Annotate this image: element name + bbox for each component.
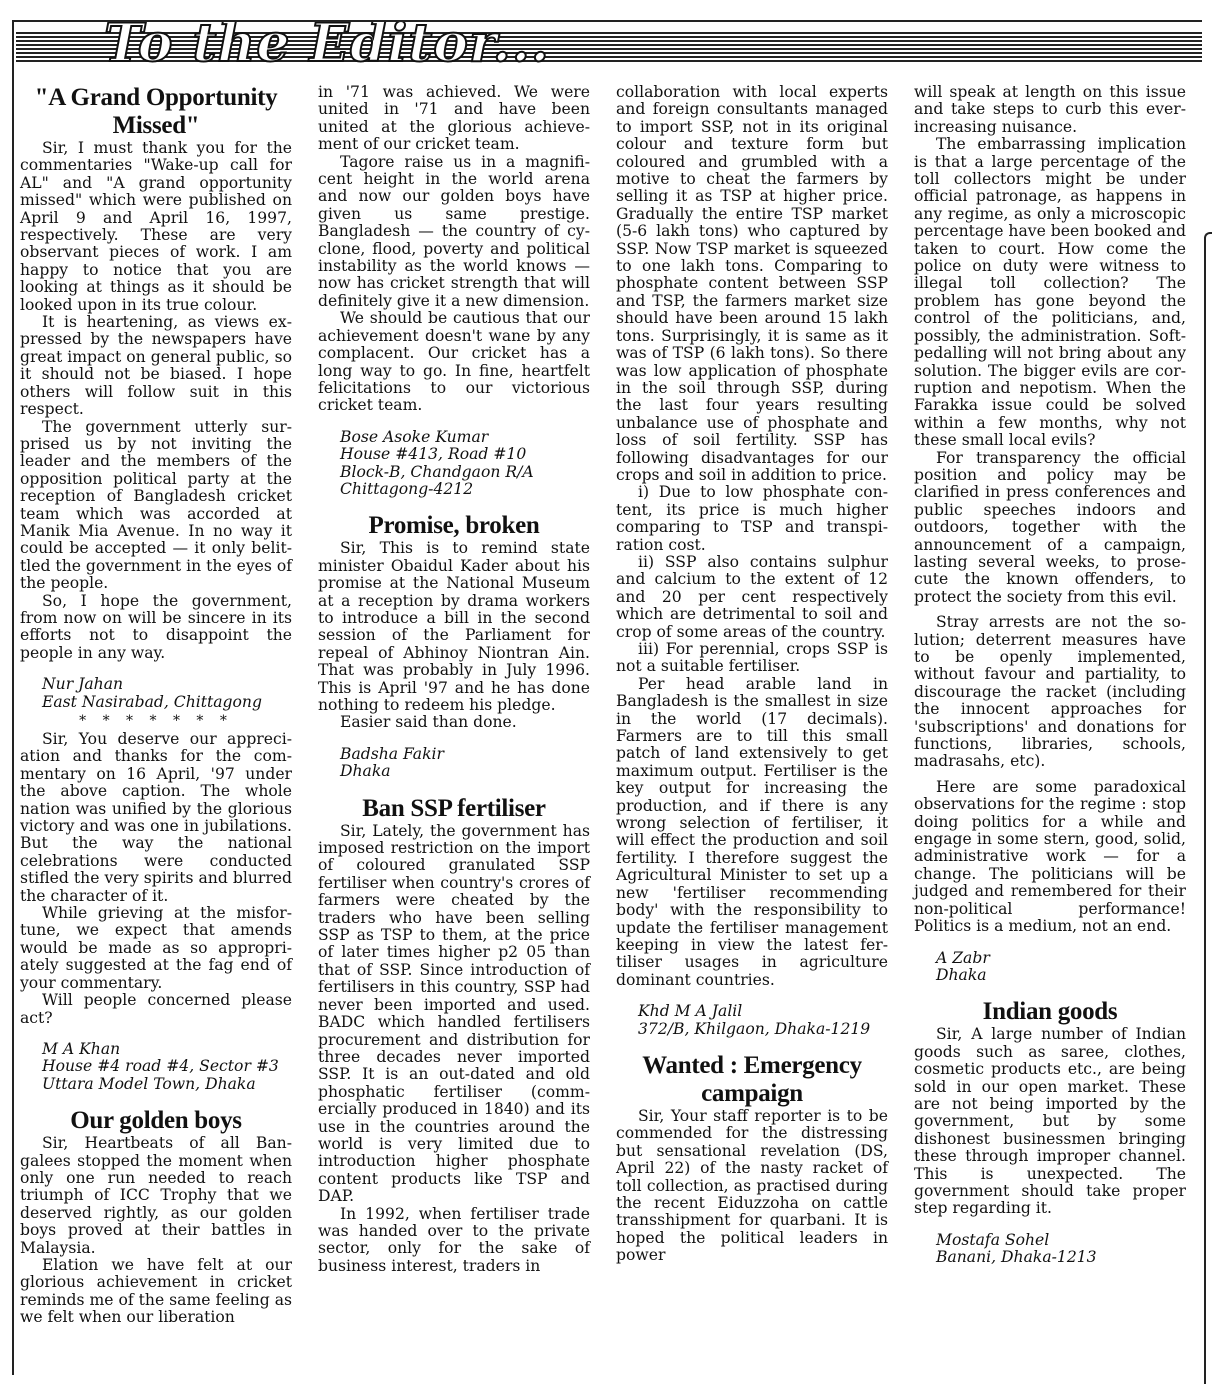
- signature-name: Nur Jahan: [42, 675, 124, 694]
- letter-paragraph: ii) SSP also contains sulphur and calcium to the extent of 12 and 20 per cent respectively which are detrimental to soil and crop of some areas of the country.: [616, 552, 888, 641]
- letter-paragraph: will speak at length on this issue and take steps to curb this ever-increasing nuisance.: [914, 83, 1186, 136]
- letter-heading-indian-goods: Indian goods: [982, 998, 1118, 1026]
- column-4: [914, 84, 1186, 1267]
- signature-name: A Zabr: [936, 948, 990, 967]
- signature-address: House #413, Road #10: [340, 445, 527, 464]
- letter-paragraph: Sir, You deserve our appreciation and thanks for the commentary on 16 April, '97 under the above caption. The whole nation was unified by the glorious victory and was one in jubilations. But the way the national celebrations were conducted stifled the very spirits and blurred the character of it.: [20, 730, 292, 905]
- letter-paragraph: In 1992, when fertiliser trade was handed over to the private sector, only for the sake of business interest, traders in: [318, 1204, 590, 1275]
- signature-address: 372/B, Khilgaon, Dhaka-1219: [638, 1019, 871, 1038]
- signature-name: M A Khan: [42, 1039, 121, 1058]
- letter-paragraph: Sir, A large number of Indian goods such as saree, clothes, cosmetic products etc., are being sold in our open market. These are not being imported by the government, but by some dishonest businessmen bringing these through improper channel. This is unexpected. The government should take proper step regarding it.: [914, 1025, 1186, 1218]
- letter-paragraph: Easier said than done.: [340, 713, 517, 732]
- letter-paragraph: So, I hope the government, from now on will be sincere in its efforts not to disappoint the people in any way.: [20, 591, 292, 662]
- column-2: [318, 84, 590, 1275]
- letter-paragraph: It is heartening, as views expressed by the newspapers have great impact on general public, so it should not be biased. I hope others will follow suit in this respect.: [20, 313, 292, 419]
- letter-paragraph: i) Due to low phosphate content, its price is much higher comparing to TSP and transpiration cost.: [616, 483, 888, 554]
- letter-paragraph: Stray arrests are not the solution; deterrent measures have to be openly implemented, without favour and partiality, to discourage the racket (including the innocent approaches for 'subscriptions' and donations for functions, libraries, schools, madrasahs, etc).: [914, 613, 1186, 771]
- letter-paragraph: Sir, Lately, the government has imposed restriction on the import of coloured granulated SSP fertiliser when country's crores of farmers were cheated by the traders who have been selling SSP as TSP to them, at the price of later times higher p2 05 than that of SSP. Since introduction of fertilisers in this country, SSP had never been imported and used. BADC which handled fertilisers procurement and distribution for three decades never imported SSP. It is an out-dated and old phosphatic fertiliser (commercially produced in 1840) and its use in the countries around the world is very limited due to introduction higher phosphate content products like TSP and DAP.: [318, 821, 590, 1206]
- letter-heading-golden-boys: Our golden boys: [70, 1107, 242, 1135]
- letter-paragraph: Sir, Heartbeats of all Bangalees stopped the moment when only one run needed to reach triumph of ICC Trophy that we deserved rightly, as our golden boys proved at their battles in Malaysia.: [20, 1134, 292, 1257]
- letter-heading-grand-opportunity: "A Grand Opportunity Missed": [34, 84, 278, 139]
- signature-address: House #4 road #4, Sector #3: [42, 1057, 279, 1076]
- left-rule: [12, 20, 14, 1375]
- column-3: [616, 84, 888, 1265]
- signature-address: Dhaka: [936, 965, 987, 984]
- letter-heading-ban-ssp: Ban SSP fertiliser: [362, 794, 546, 822]
- letter-paragraph: Sir, Your staff reporter is to be commended for the distressing but sensational revelation (DS, April 22) of the nasty racket of toll collection, as practised during the recent Eiduzzoha on cattle transshipment for quarbani. It is hoped the political leaders in power: [616, 1106, 888, 1265]
- letter-heading-promise-broken: Promise, broken: [368, 512, 540, 540]
- column-1: [20, 84, 292, 1327]
- letter-paragraph: The embarrassing implication is that a large percentage of the toll collectors might be under official patronage, as happens in any regime, as only a microscopic percentage have been booked and taken to court. How come the police on duty were witness to illegal toll collection? The problem has gone beyond the control of the politicians, and, possibly, the administration. Soft-pedalling will not bring about any solution. The bigger evils are corruption and nepotism. When the Farakka issue could be solved within a few months, why not these small local evils?: [914, 135, 1186, 450]
- signature-address: Chittagong-4212: [340, 479, 474, 498]
- letter-paragraph: Will people concerned please act?: [20, 991, 292, 1027]
- signature-name: Bose Asoke Kumar: [340, 427, 489, 446]
- letter-paragraph: Sir, This is to remind state minister Obaidul Kader about his promise at the National Museum at a reception by drama workers to introduce a bill in the second session of the Parliament for repeal of Abhinoy Niontran Ain. That was probably in July 1996. This is April '97 and he has done nothing to redeem his pledge.: [318, 539, 590, 714]
- masthead: [16, 22, 1202, 70]
- right-bracket: [1204, 232, 1212, 1384]
- signature-address: Uttara Model Town, Dhaka: [42, 1074, 256, 1093]
- letter-paragraph: While grieving at the misfortune, we expect that amends would be made as so appropriately suggested at the fag end of your commentary.: [20, 904, 292, 992]
- letter-heading-wanted-campaign: Wanted : Emergency campaign: [642, 1051, 862, 1107]
- letter-paragraph: collaboration with local experts and foreign consultants managed to import SSP, not in its original colour and texture form but coloured and grumbled with a motive to cheat the farmers by selling it as TSP at higher price. Gradually the entire TSP market (5-6 lakh tons) who captured by SSP. Now TSP market is squeezed to one lakh tons. Comparing to phosphate content between SSP and TSP, the farmers market size should have been around 15 lakh tons. Surprisingly, it is same as it was of TSP (6 lakh tons). So there was low application of phosphate in the soil through SSP, during the last four years resulting unbalance use of phosphate and loss of soil fertility. SSP has following disadvantages for our crops and soil in addition to price.: [616, 83, 888, 484]
- letter-paragraph: Tagore raise us in a magnificent height in the world arena and now our golden boys have given us same prestige. Bangladesh — the country of cyclone, flood, poverty and political instability as the world knows — now has cricket strength that will definitely give it a new dimension.: [318, 152, 590, 310]
- letter-paragraph: in '71 was achieved. We were united in '71 and have been united at the glorious achievement of our cricket team.: [318, 83, 590, 154]
- signature-address: Block-B, Chandgaon R/A: [340, 462, 534, 481]
- letter-paragraph: Elation we have felt at our glorious achievement in cricket reminds me of the same feeling as we felt when our liberation: [20, 1255, 292, 1327]
- signature-address: East Nasirabad, Chittagong: [42, 692, 262, 711]
- signature-address: Banani, Dhaka-1213: [936, 1248, 1097, 1267]
- letter-paragraph: Sir, I must thank you for the commentaries "Wake-up call for AL" and "A grand opportunity missed" which were published on April 9 and April 16, 1997, respectively. These are very observant pieces of work. I am happy to notice that you are looking at things as it should be looked upon in its true colour.: [20, 139, 292, 314]
- signature-name: Badsha Fakir: [340, 744, 444, 763]
- letter-paragraph: The government utterly surprised us by not inviting the leader and the members of the opposition political party at the reception of Bangladesh cricket team which was accorded at Manik Mia Avenue. In no way it could be accepted — it only belittled the government in the eyes of the people.: [20, 417, 292, 593]
- letter-paragraph: For transparency the official position and policy may be clarified in press conferences and public speeches indoors and outdoors, together with the announcement of a campaign, lasting several weeks, to prosecute the known offenders, to protect the society from this evil.: [914, 448, 1186, 606]
- letter-paragraph: Per head arable land in Bangladesh is the smallest in size in the world (17 decimals). Farmers are to till this small patch of land extensively to get maximum output. Fertiliser is the key output for increasing the production, and if there is any wrong selection of fertiliser, it will effect the production and soil fertility. I therefore suggest the Agricultural Minister to set up a new 'fertiliser recommending body' with the responsibility to update the fertiliser management keeping in view the latest fertiliser usages in agriculture dominant countries.: [616, 674, 888, 989]
- signature-address: Dhaka: [340, 762, 391, 781]
- letter-paragraph: iii) For perennial, crops SSP is not a suitable fertiliser.: [616, 640, 888, 676]
- separator-stars: * * * * * * *: [79, 713, 233, 729]
- signature-name: Khd M A Jalil: [638, 1002, 743, 1021]
- letter-paragraph: Here are some paradoxical observations for the regime : stop doing politics for a while and engage in some stern, good, solid, administrative work — for a change. The politicians will be judged and remembered for their non-political performance! Politics is a medium, not an end.: [914, 777, 1186, 936]
- letter-paragraph: We should be cautious that our achievement doesn't wane by any complacent. Our cricket has a long way to go. In fine, heartfelt felicitations to our victorious cricket team.: [318, 309, 590, 415]
- signature-name: Mostafa Sohel: [936, 1230, 1050, 1249]
- masthead-title: To the Editor...: [104, 22, 550, 70]
